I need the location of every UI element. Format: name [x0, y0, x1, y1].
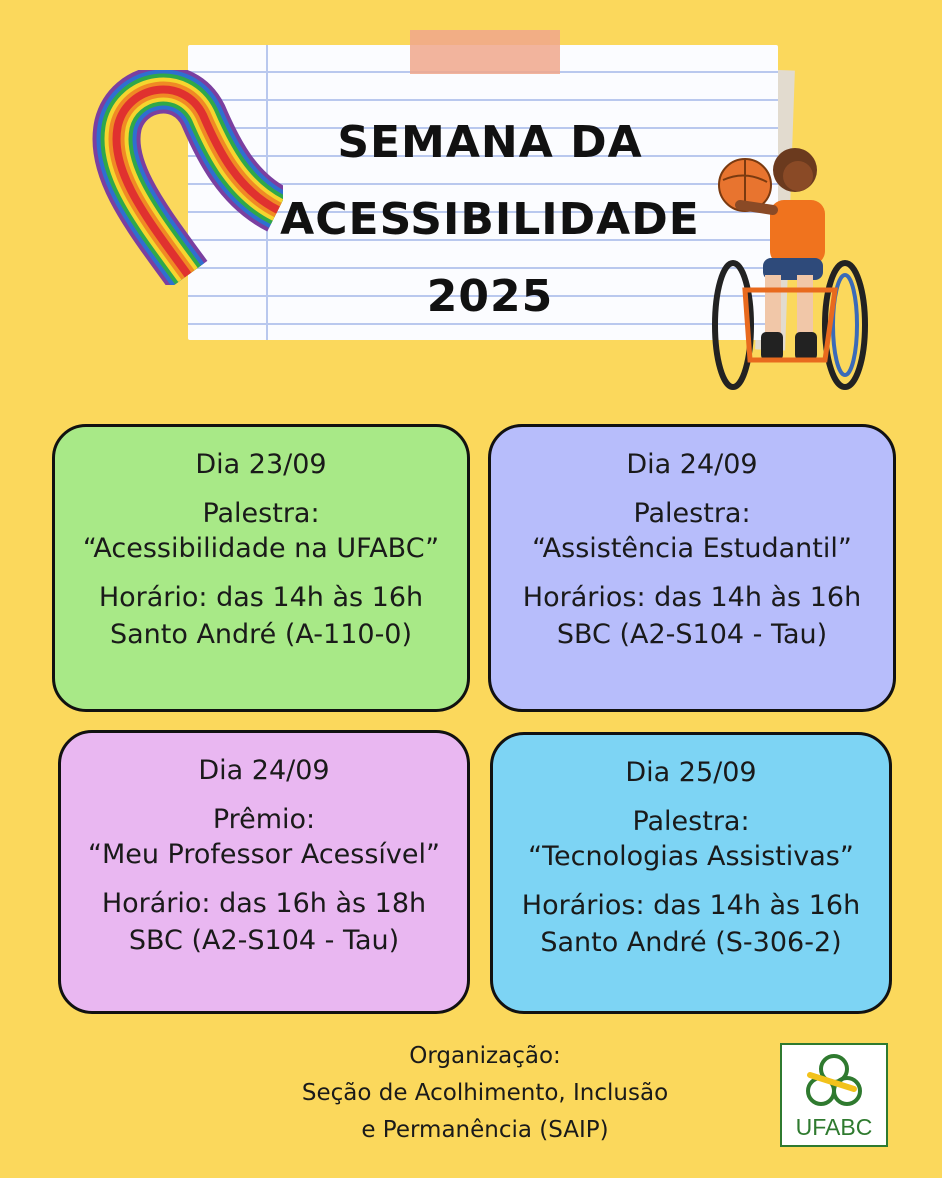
tape-strip — [410, 30, 560, 74]
event-kind: Palestra: — [202, 498, 320, 529]
event-topic: “Tecnologias Assistivas” — [528, 841, 854, 872]
rainbow-ribbon-icon — [88, 70, 283, 285]
ufabc-emblem-icon — [782, 1045, 886, 1115]
event-card-4 — [490, 732, 892, 1014]
organization-block — [250, 1038, 720, 1149]
title-line-3: 2025 — [426, 271, 554, 322]
event-topic: “Acessibilidade na UFABC” — [82, 533, 440, 564]
event-place: SBC (A2-S104 - Tau) — [556, 619, 828, 650]
event-day: Dia 24/09 — [626, 449, 758, 480]
event-place: SBC (A2-S104 - Tau) — [128, 925, 400, 956]
event-time: Horários: das 14h às 16h — [522, 582, 862, 613]
event-place: Santo André (S-306-2) — [540, 927, 842, 958]
event-kind: Palestra: — [632, 806, 750, 837]
event-card-1 — [52, 424, 470, 712]
organization-line-2: e Permanência (SAIP) — [361, 1117, 609, 1143]
title-line-1: SEMANA DA — [337, 117, 643, 168]
wheelchair-athlete-icon — [705, 140, 875, 395]
organization-line-1: Seção de Acolhimento, Inclusão — [301, 1080, 669, 1106]
event-kind: Prêmio: — [212, 804, 316, 835]
page-title — [240, 104, 740, 335]
event-time: Horário: das 14h às 16h — [98, 582, 424, 613]
event-topic: “Meu Professor Acessível” — [87, 839, 441, 870]
title-line-2: ACESSIBILIDADE — [280, 194, 700, 245]
event-card-2 — [488, 424, 896, 712]
event-card-3 — [58, 730, 470, 1014]
event-day: Dia 24/09 — [198, 755, 330, 786]
event-topic: “Assistência Estudantil” — [532, 533, 852, 564]
event-day: Dia 23/09 — [195, 449, 327, 480]
logo-text: UFABC — [795, 1114, 873, 1140]
event-place: Santo André (A-110-0) — [109, 619, 413, 650]
ufabc-logo — [780, 1043, 888, 1147]
event-kind: Palestra: — [633, 498, 751, 529]
organization-label: Organização: — [409, 1043, 561, 1069]
event-time: Horário: das 16h às 18h — [101, 888, 427, 919]
event-day: Dia 25/09 — [625, 757, 757, 788]
event-time: Horários: das 14h às 16h — [521, 890, 861, 921]
